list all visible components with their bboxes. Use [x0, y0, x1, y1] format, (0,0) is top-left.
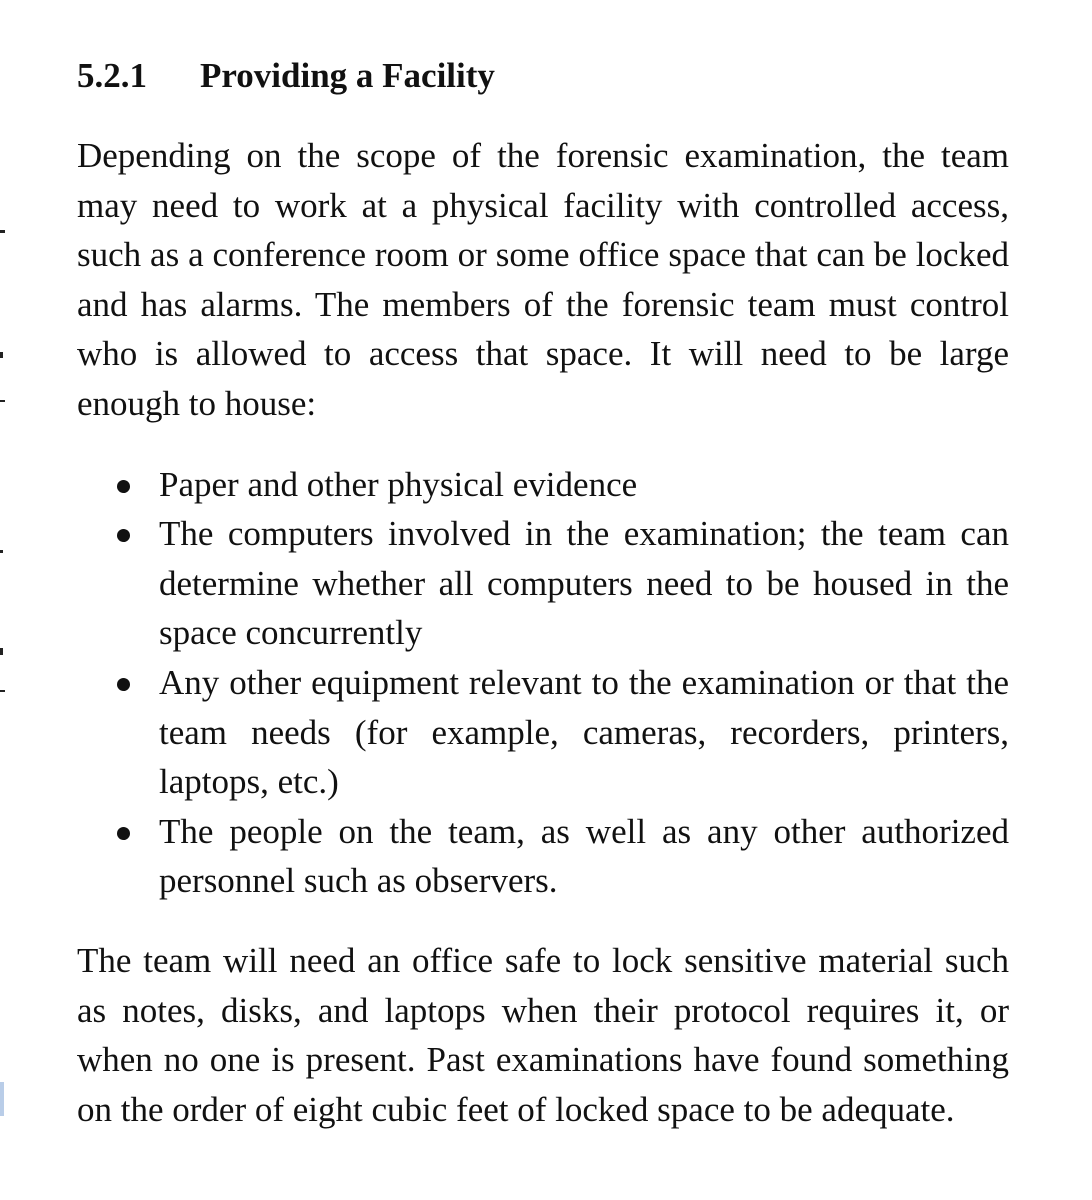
- list-item-text: The computers involved in the examination; the team can determine whether all computers need to be housed in the space concurrently: [159, 514, 1009, 653]
- edge-mark: [0, 690, 5, 692]
- section-title: Providing a Facility: [200, 56, 495, 95]
- bullet-icon: [117, 827, 130, 840]
- bullet-icon: [117, 529, 130, 542]
- list-item: [77, 460, 1009, 510]
- bullet-icon: [117, 480, 130, 493]
- edge-highlight: [0, 1082, 4, 1116]
- section-number: 5.2.1: [77, 56, 147, 95]
- edge-mark: [0, 400, 5, 402]
- bullet-icon: [117, 678, 130, 691]
- edge-mark: [0, 648, 3, 655]
- list-item-text: The people on the team, as well as any other authorized personnel such as observers.: [159, 811, 1009, 901]
- edge-mark: [0, 550, 3, 553]
- edge-mark: [0, 230, 5, 233]
- list-item: [77, 658, 1009, 807]
- list-item-text: Paper and other physical evidence: [159, 464, 638, 504]
- list-item: [77, 509, 1009, 658]
- edge-mark: [0, 352, 3, 358]
- closing-paragraph: The team will need an office safe to lock sensitive material such as notes, disks, and laptops when their protocol requires it, or when no one is present. Past examinations have found something on the order of eight cubic feet of locked space to be adequate.: [77, 940, 1009, 1129]
- list-item: [77, 807, 1009, 906]
- intro-paragraph: Depending on the scope of the forensic examination, the team may need to work at a physical facility with controlled access, such as a conference room or some office space that can be locked and has alarms. The members of the forensic team must control who is allowed to access that space. It will need to be large enough to house:: [77, 136, 1009, 423]
- requirements-list: [77, 460, 1009, 906]
- document-page: [77, 54, 1009, 1134]
- section-heading: [77, 54, 1009, 98]
- list-item-text: Any other equipment relevant to the examination or that the team needs (for example, cameras, recorders, printers, laptops, etc.): [159, 662, 1009, 802]
